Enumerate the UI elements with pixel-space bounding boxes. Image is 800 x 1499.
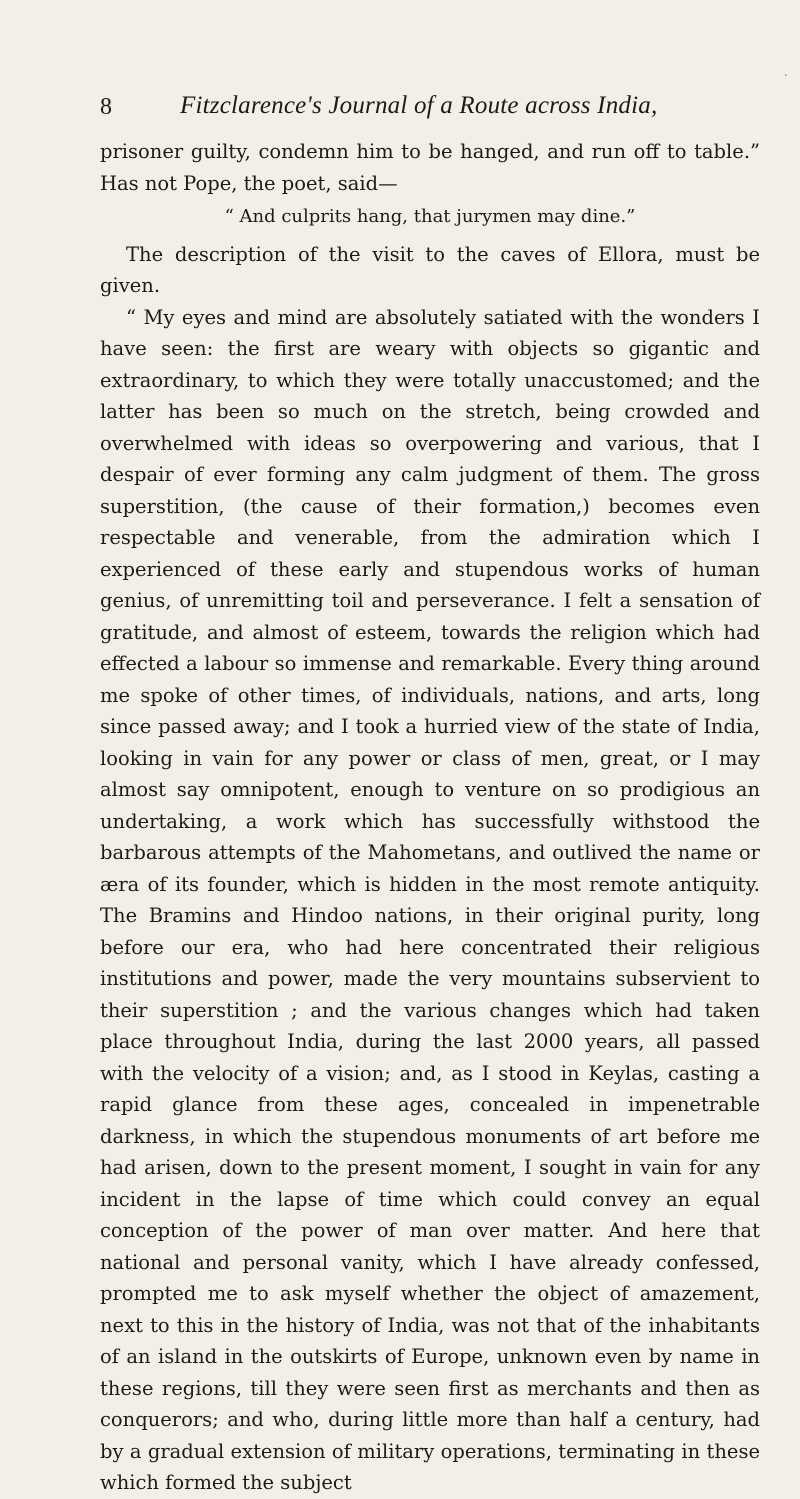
paragraph-ellora-quote: “ My eyes and mind are absolutely satiated with the wonders I have seen: the first are weary with objects so gigantic and extraordinary, to which they were totally unaccustomed; and the latter has been so much on the stretch, being crowded and overwhelmed with ideas so overpowering and various, that I despair of ever forming any calm judgment of them. The gross superstition, (the cause of their formation,) becomes even respectable and venerable, from the admiration which I experienced of these early and stupendous works of human genius, of unremitting toil and perseverance. I felt a sensation of gratitude, and almost of esteem, towards the religion which had effected a labour so immense and remarkable. Every thing around me spoke of other times, of individuals, nations, and arts, long since passed away; and I took a hurried view of the state of India, looking in vain for any power or class of men, great, or I may almost say omnipotent, enough to venture on so prodigious an undertaking, a work which has successfully withstood the barbarous attempts of the Mahometans, and outlived the name or æra of its founder, which is hidden in the most remote antiquity. The Bramins and Hindoo nations, in their original purity, long before our era, who had here concentrated their religious institutions and power, made the very mountains subservient to their superstition ; and the various changes which had taken place throughout India, during the last 2000 years, all passed with the velocity of a vision; and, as I stood in Keylas, casting a rapid glance from these ages, concealed in impenetrable darkness, in which the stupendous monuments of art before me had arisen, down to the present moment, I sought in vain for any incident in the lapse of time which could convey an equal conception of the power of man over matter. And here that national and personal vanity, which I have already confessed, prompted me to ask myself whether the object of amazement, next to this in the history of India, was not that of the inhabitants of an island in the outskirts of Europe, unknown even by name in these regions, till they were seen first as merchants and then as conquerors; and who, during little more than half a century, had by a gradual extension of military operations, terminating in these which formed the subject: [100, 305, 760, 1494]
paragraph-continuation: prisoner guilty, condemn him to be hanged, and run off to table.” Has not Pope, the poet, said—: [100, 140, 760, 195]
page-text: [100, 136, 760, 1499]
running-title: Fitzclarence's Journal of a Route across India,: [180, 92, 658, 119]
verse-quotation: “ And culprits hang, that jurymen may dine.”: [224, 206, 636, 227]
paragraph-ellora-intro: The description of the visit to the caves of Ellora, must be given.: [100, 242, 760, 297]
page-number: 8: [100, 94, 112, 120]
paper-speck: ·: [783, 68, 788, 84]
running-head: [100, 88, 760, 136]
